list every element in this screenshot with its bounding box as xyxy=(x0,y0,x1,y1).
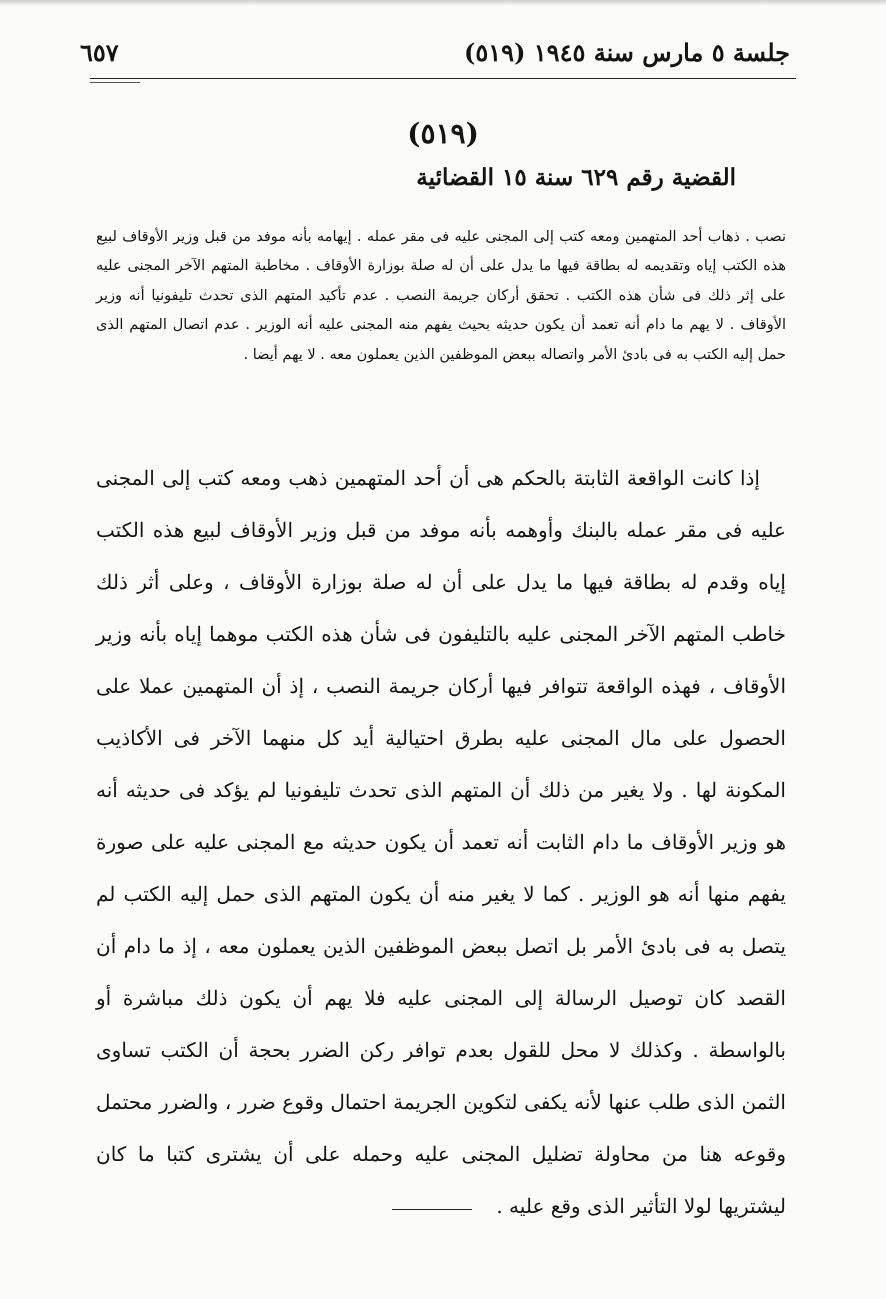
headnote: نصب . ذهاب أحد المتهمين ومعه كتب إلى المجنى عليه فى مقر عمله . إيهامه بأنه موفد من قبل وزير الأوقاف لبيع هذه الكتب إياه وتقديمه له بطاقة فيها ما يدل على أن له صلة بوزارة الأوقاف . مخاطبة المتهم الآخر المجنى عليه على إثر ذلك فى شأن هذه الكتب . تحقق أركان جريمة النصب . عدم تأكيد المتهم الذى تحدث تليفونيا أنه وزير الأوقاف . لا يهم ما دام أنه تعمد أن يكون حديثه بحيث يفهم منه المجنى عليه أنه الوزير . عدم اتصال المتهم الذى حمل إليه الكتب به فى بادئ الأمر واتصاله ببعض الموظفين الذين يعملون معه . لا يهم أيضا . xyxy=(96,228,786,363)
header-rule-secondary xyxy=(90,82,140,83)
header-title: جلسة ٥ مارس سنة ١٩٤٥ (٥١٩) xyxy=(464,38,790,67)
page-number: ٦٥٧ xyxy=(80,38,119,67)
running-header xyxy=(80,38,790,78)
page-edge xyxy=(0,0,886,6)
judgment-text: إذا كانت الواقعة الثابتة بالحكم هى أن أحد المتهمين ذهب ومعه كتب إلى المجنى عليه فى مقر عمله بالبنك وأوهمه بأنه موفد من قبل وزير الأوقاف لبيع هذه الكتب إياه وقدم له بطاقة فيها ما يدل على أن له صلة بوزارة الأوقاف ، وعلى أثر ذلك خاطب المتهم الآخر المجنى عليه بالتليفون فى شأن هذه الكتب موهما إياه بأنه وزير الأوقاف ، فهذه الواقعة تتوافر فيها أركان جريمة النصب ، إذ أن المتهمين عملا على الحصول على مال المجنى عليه بطرق احتيالية أيد كل منهما الآخر فى الأكاذيب المكونة لها . ولا يغير من ذلك أن المتهم الذى تحدث تليفونيا لم يؤكد فى حديثه أنه هو وزير الأوقاف ما دام الثابت أنه تعمد أن يكون حديثه مع المجنى عليه على صورة يفهم منها أنه هو الوزير . كما لا يغير منه أن يكون المتهم الذى حمل إليه الكتب لم يتصل به فى بادئ الأمر بل اتصل ببعض الموظفين الذين يعملون معه ، إذ ما دام أن القصد كان توصيل الرسالة إلى المجنى عليه فلا يهم أن يكون ذلك مباشرة أو بالواسطة . وكذلك لا محل للقول بعدم توافر ركن الضرر بحجة أن الكتب تساوى الثمن الذى طلب عنها لأنه يكفى لتكوين الجريمة احتمال وقوع ضرر ، والضرر محتمل وقوعه هنا من محاولة تضليل المجنى عليه وحمله على أن يشترى كتبا ما كان ليشتريها لولا التأثير الذى وقع عليه . xyxy=(96,466,786,1218)
case-title: القضية رقم ٦٢٩ سنة ١٥ القضائية xyxy=(416,164,736,191)
header-rule xyxy=(90,78,796,79)
end-rule xyxy=(392,1209,472,1210)
case-number: (٥١٩) xyxy=(407,117,479,150)
